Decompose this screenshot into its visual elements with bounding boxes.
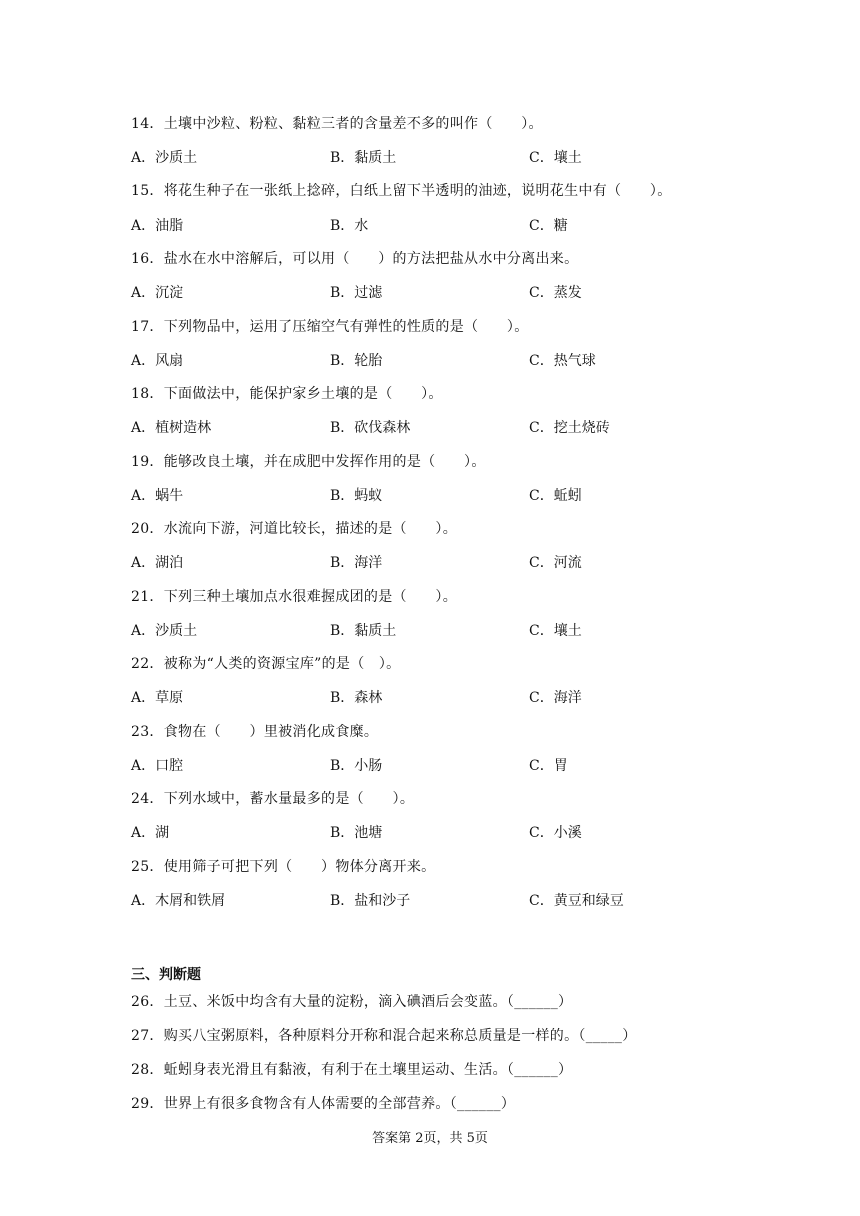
option-a: A．沉淀 bbox=[131, 285, 184, 301]
option-b: B．池塘 bbox=[330, 825, 383, 841]
question-stem: 21．下列三种土壤加点水很难握成团的是（ ）。 bbox=[131, 589, 458, 605]
option-a: A．湖泊 bbox=[131, 555, 184, 571]
option-b: B．水 bbox=[330, 218, 369, 234]
option-c: C．河流 bbox=[529, 555, 582, 571]
option-a: A．湖 bbox=[131, 825, 170, 841]
option-a: A．植树造林 bbox=[131, 420, 212, 436]
option-b: B．砍伐森林 bbox=[330, 420, 411, 436]
option-c: C．壤土 bbox=[529, 623, 582, 639]
option-c: C．蚯蚓 bbox=[529, 488, 582, 504]
judge-question-28: 28．蚯蚓身表光滑且有黏液，有利于在土壤里运动、生活。（______） bbox=[131, 1062, 573, 1078]
option-a: A．沙质土 bbox=[131, 150, 198, 166]
question-stem: 14．土壤中沙粒、粉粒、黏粒三者的含量差不多的叫作（ ）。 bbox=[131, 116, 543, 132]
option-b: B．黏质土 bbox=[330, 623, 397, 639]
option-a: A．木屑和铁屑 bbox=[131, 893, 226, 909]
option-c: C．热气球 bbox=[529, 353, 596, 369]
page-footer: 答案第 2页，共 5页 bbox=[372, 1131, 488, 1146]
section-title: 三、判断题 bbox=[131, 967, 201, 983]
option-b: B．黏质土 bbox=[330, 150, 397, 166]
judge-question-27: 27．购买八宝粥原料，各种原料分开称和混合起来称总质量是一样的。（_____） bbox=[131, 1028, 637, 1044]
question-stem: 23．食物在（ ）里被消化成食糜。 bbox=[131, 724, 379, 740]
option-a: A．蜗牛 bbox=[131, 488, 184, 504]
question-stem: 19．能够改良土壤，并在成肥中发挥作用的是（ ）。 bbox=[131, 454, 486, 470]
option-b: B．过滤 bbox=[330, 285, 383, 301]
option-b: B．盐和沙子 bbox=[330, 893, 411, 909]
question-stem: 18．下面做法中，能保护家乡土壤的是（ ）。 bbox=[131, 386, 443, 402]
option-b: B．蚂蚁 bbox=[330, 488, 383, 504]
option-a: A．口腔 bbox=[131, 758, 184, 774]
option-c: C．挖土烧砖 bbox=[529, 420, 610, 436]
option-c: C．糖 bbox=[529, 218, 568, 234]
question-stem: 22．被称为“人类的资源宝库”的是（ ）。 bbox=[131, 656, 401, 672]
option-a: A．沙质土 bbox=[131, 623, 198, 639]
question-stem: 20．水流向下游，河道比较长，描述的是（ ）。 bbox=[131, 521, 458, 537]
question-stem: 24．下列水域中，蓄水量最多的是（ ）。 bbox=[131, 791, 415, 807]
judge-question-29: 29．世界上有很多食物含有人体需要的全部营养。（______） bbox=[131, 1096, 516, 1112]
option-a: A．油脂 bbox=[131, 218, 184, 234]
option-c: C．蒸发 bbox=[529, 285, 582, 301]
option-c: C．壤土 bbox=[529, 150, 582, 166]
option-c: C．黄豆和绿豆 bbox=[529, 893, 624, 909]
option-b: B．森林 bbox=[330, 690, 383, 706]
option-a: A．风扇 bbox=[131, 353, 184, 369]
question-stem: 15．将花生种子在一张纸上捻碎，白纸上留下半透明的油迹，说明花生中有（ ）。 bbox=[131, 183, 672, 199]
option-a: A．草原 bbox=[131, 690, 184, 706]
option-b: B．轮胎 bbox=[330, 353, 383, 369]
judge-question-26: 26．土豆、米饭中均含有大量的淀粉，滴入碘酒后会变蓝。（______） bbox=[131, 994, 573, 1010]
option-b: B．小肠 bbox=[330, 758, 383, 774]
option-c: C．胃 bbox=[529, 758, 568, 774]
question-stem: 17．下列物品中，运用了压缩空气有弹性的性质的是（ ）。 bbox=[131, 319, 529, 335]
option-c: C．海洋 bbox=[529, 690, 582, 706]
option-c: C．小溪 bbox=[529, 825, 582, 841]
option-b: B．海洋 bbox=[330, 555, 383, 571]
question-stem: 16．盐水在水中溶解后，可以用（ ）的方法把盐从水中分离出来。 bbox=[131, 251, 579, 267]
question-stem: 25．使用筛子可把下列（ ）物体分离开来。 bbox=[131, 859, 436, 875]
